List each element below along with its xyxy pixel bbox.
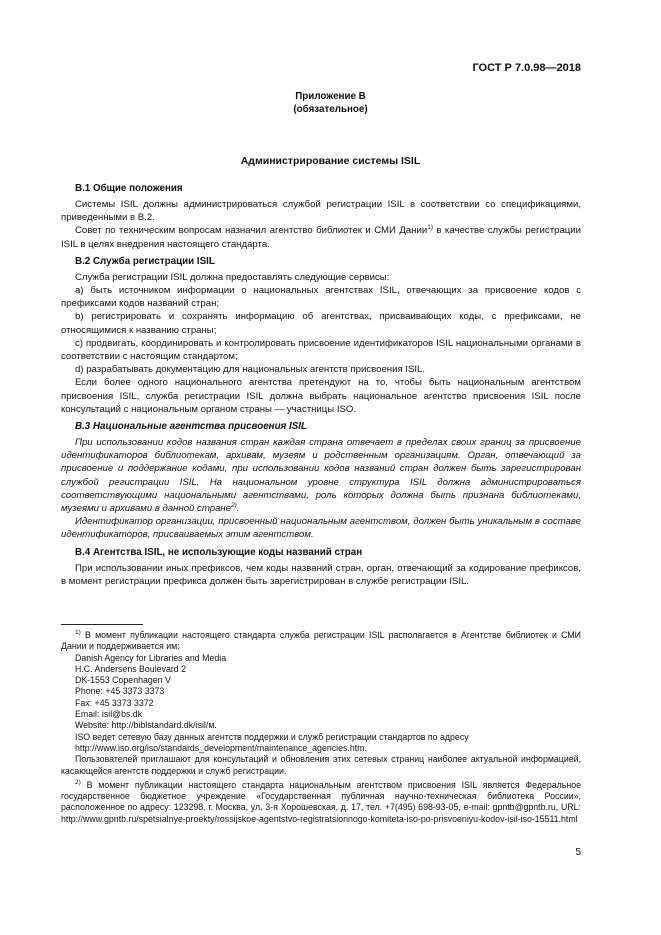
footnote-2-text: В момент публикации настоящего стандарта национальным агентством присвоения ISIL является Федеральное государственное бюджетное учреждение «Государственная публичная научно-техническая библиотека России», расположенное по адресу: 123298, г. Москва, ул. 3-я Хорошевская, д. 17, тел. +7(495) 698-93-05, e-mail: gpntb@gpntb.ru, URL: http://www.gpntb.ru/spetsialnye-proekty/rossijskoe-agentstvo-registratsionnogo-komiteta-iso-po-prisvoeniyu-kodov-isil-iso-15511.html: [61, 779, 581, 824]
section-b2-closing: Если более одного национального агентства претендуют на то, чтобы быть национальным агентством присвоения ISIL, служба регистрации ISIL должна выбрать национальное агентство присвоения ISIL после консультаций с национальным органом страны — участницы ISO.: [61, 377, 581, 415]
users-note: Пользователей приглашают для консультаций и обновления этих сетевых страниц наиболее актуальной информацией, касающейся агентств поддержки и служб регистрации.: [61, 754, 581, 776]
address-line: H.C. Andersens Boulevard 2: [75, 663, 187, 674]
footnote-1-mark: 1): [75, 629, 81, 637]
footnote-2-mark: 2): [75, 778, 81, 786]
list-item: b) регистрировать и сохранять информацию об агентствах, присваивающих коды, с префиксами, не относящимися к названию страны;: [61, 311, 581, 336]
section-b3-text-end: .: [236, 503, 240, 515]
section-b3-paragraph-1: [61, 436, 581, 515]
iso-note: ISO ведет сетевую базу данных агентств поддержки и служб регистрации стандартов по адресу: [75, 731, 469, 742]
section-b1-paragraph-1: Системы ISIL должны администрироваться службой регистрации ISIL в соответствии со спецификациями, приведенными в В.2.: [61, 199, 581, 224]
footnote-ref-1[interactable]: 1): [427, 224, 433, 232]
list-item: с) продвигать, координировать и контролировать присвоение идентификаторов ISIL национальными органами в соответствии с настоящим стандартом;: [61, 337, 581, 363]
section-b4-paragraph-1: При использовании иных префиксов, чем коды названий стран, орган, отвечающий за кодирование префиксов, в момент регистрации префикса должен быть зарегистрирован в службе регистрации ISIL.: [61, 562, 581, 587]
footnote-2: [61, 780, 581, 825]
annex-body: [61, 178, 581, 588]
section-b3-paragraph-2: Идентификатор организации, присвоенный национальным агентством, должен быть уникальным в составе идентификаторов, присваиваемых этим агентством.: [61, 516, 581, 541]
footnote-1: [61, 630, 581, 653]
footnotes: [61, 630, 581, 825]
footnote-ref-2[interactable]: 2): [231, 501, 237, 509]
section-b1-text-cont: в качестве службы регистрации ISIL в целях внедрения настоящего стандарта.: [61, 225, 581, 250]
footnote-1-text: В момент публикации настоящего стандарта служба регистрации ISIL располагается в Агентстве библиотек и СМИ Дании и поддерживается им:: [61, 630, 581, 652]
section-b3-heading: В.3 Национальные агентства присвоения ISIL: [75, 421, 308, 433]
section-b4-heading: В.4 Агентства ISIL, не использующие коды названий стран: [75, 546, 363, 558]
section-b1-text: Совет по техническим вопросам назначил агентство библиотек и СМИ Дании: [75, 225, 428, 237]
section-b1-paragraph-2: [61, 224, 581, 250]
annex-heading: [0, 90, 661, 116]
address-fax: Fax: +45 3373 3372: [75, 697, 154, 708]
list-item: а) быть источником информации о национальных агентствах ISIL, отвечающих за присвоение кодов с префиксами кодов названий стран;: [61, 285, 581, 310]
document-id: ГОСТ Р 7.0.98—2018: [472, 62, 581, 74]
address-website[interactable]: Website: http://biblstandard.dk/isil/м.: [75, 720, 217, 731]
address-phone: Phone: +45 3373 3373: [75, 686, 165, 697]
annex-main-title: Администрирование системы ISIL: [240, 155, 421, 167]
address-email[interactable]: Email: isil@bs.dk: [75, 709, 143, 720]
iso-url-link[interactable]: http://www.iso.org/iso/standards_development/maintenance_agencies.htm.: [75, 742, 367, 753]
annex-title: Приложение В: [295, 91, 366, 102]
section-b3-text: При использовании кодов названия стран каждая страна отвечает в пределах своих границ за присвоение идентификаторов библиотекам, архивам, музеям и родственным организациям. Орган, отвечающий за присвоение и поддержание кодами, при использовании кодов названий стран должен быть зарегистрирован службой регистрации ISIL. На национальном уровне структура ISIL должна администрироваться соответствующими национальными агентствами, роль которых должна быть признана библиотеками, музеями и архивами в данной стране: [61, 437, 581, 515]
section-b2-intro: Служба регистрации ISIL должна предоставлять следующие сервисы:: [75, 271, 390, 283]
address-line: Danish Agency for Libraries and Media: [75, 652, 227, 663]
section-b1-heading: В.1 Общие положения: [75, 183, 183, 194]
annex-status: (обязательное): [293, 104, 368, 115]
section-b2-heading: В.2 Служба регистрации ISIL: [75, 255, 215, 267]
page-number: 5: [575, 847, 581, 858]
footnote-separator: [61, 624, 143, 625]
list-item: d) разрабатывать документацию для национальных агентств присвоения ISIL.: [75, 364, 426, 376]
address-line: DK-1553 Copenhagen V: [75, 675, 171, 686]
